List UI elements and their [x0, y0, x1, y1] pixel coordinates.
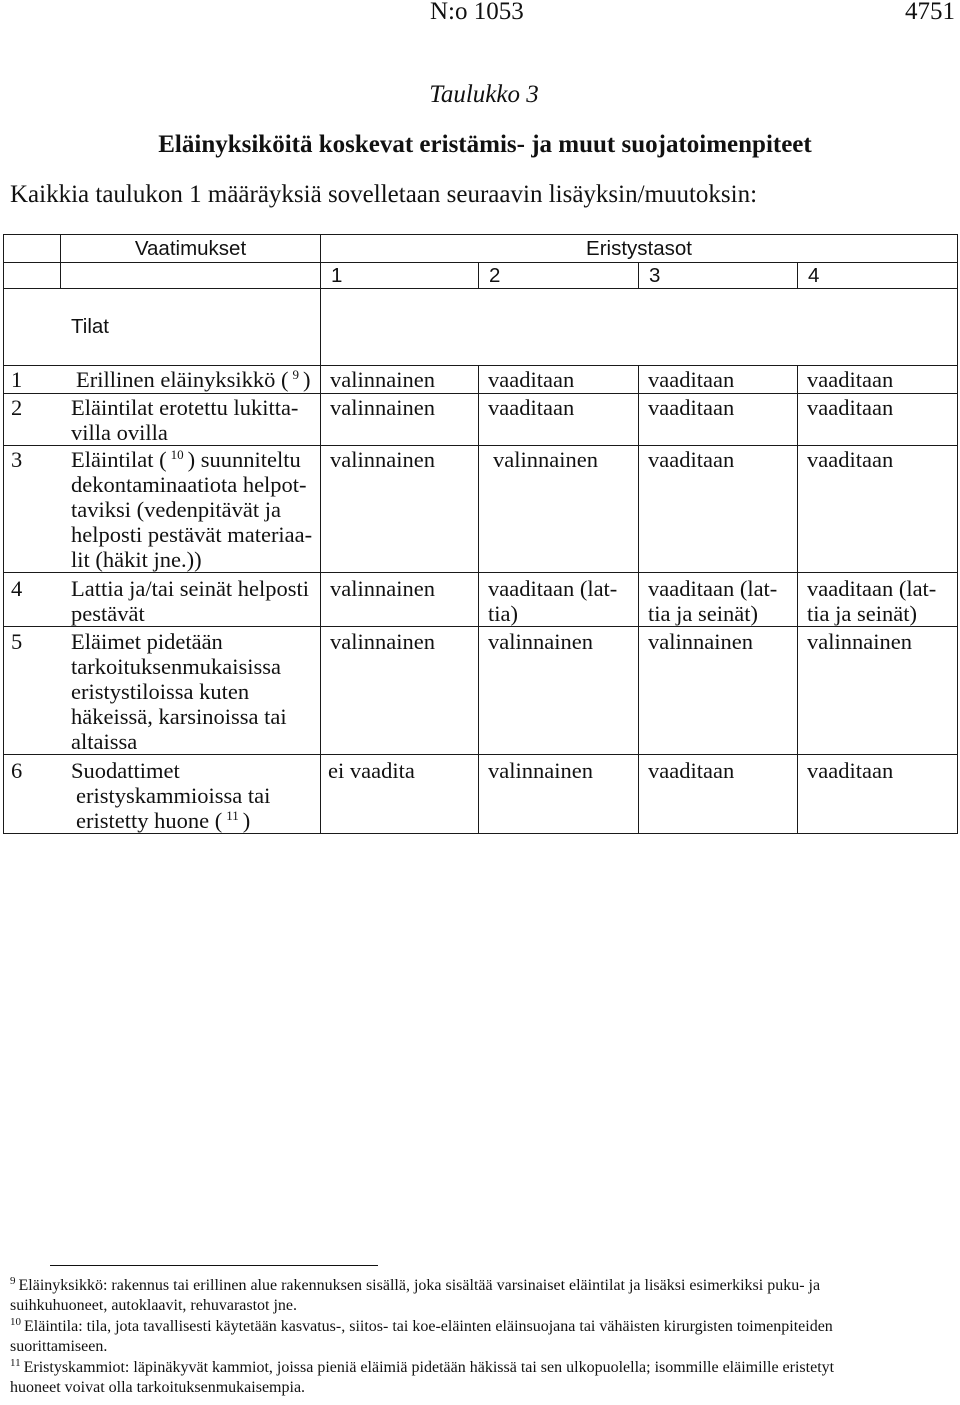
footnote-text: Eläinyksikkö: rakennus tai erillinen alue rakennuksen sisällä, joka sisältää varsinaiset eläintilat ja lisäksi esimerkiksi puku- ja: [18, 1277, 821, 1294]
level-4-header: 4: [798, 263, 958, 289]
page-number: 4751: [905, 0, 955, 25]
cell-value: valinnainen: [330, 395, 435, 420]
table-row: [4, 627, 958, 755]
cell-value: vaaditaan: [807, 367, 894, 392]
row-label: [71, 629, 320, 754]
row-label-cell: [4, 366, 321, 394]
row-number: 4: [11, 576, 23, 601]
row-label-line: Eläintilat erotettu lukitta-: [71, 395, 299, 420]
level-3-cell: [639, 394, 798, 446]
level-4-cell: [798, 573, 958, 627]
row-number: 3: [11, 447, 23, 472]
empty-cell: [321, 289, 958, 366]
intro-text: Kaikkia taulukon 1 määräyksiä sovelletaan seuraavin lisäyksin/muutoksin:: [10, 181, 758, 208]
footnote-number: 11: [10, 1356, 21, 1369]
row-label-line: eristystiloissa kuten: [71, 679, 250, 704]
cell-value: tia ja seinät): [648, 601, 758, 626]
row-label-text: ) suunniteltu: [187, 447, 301, 472]
footnote: [10, 1358, 950, 1399]
cell-value: valinnainen: [488, 758, 593, 783]
level-4-cell: [798, 627, 958, 755]
cell-value: vaaditaan (lat-: [807, 576, 937, 601]
row-label-text: ): [302, 367, 311, 392]
cell-value: tia ja seinät): [807, 601, 917, 626]
row-label-line: [71, 447, 320, 472]
requirements-header: Vaatimukset: [61, 235, 321, 263]
cell-value: valinnainen: [330, 629, 435, 654]
row-label-line: Suodattimet: [71, 758, 180, 783]
table-row: [4, 446, 958, 573]
row-label-line: taviksi (vedenpitävät ja: [71, 497, 281, 522]
level-1-cell: [321, 627, 479, 755]
cell-value: vaaditaan: [648, 758, 735, 783]
footnote-text: Eristyskammiot: läpinäkyvät kammiot, joissa pieniä eläimiä pidetään häkissä tai sen ulkopuolella; isommille eläimille eristetyt: [23, 1358, 835, 1376]
row-label-line: altaissa: [71, 729, 138, 754]
spaces-header: Tilat: [4, 289, 321, 366]
table-row: [4, 366, 958, 394]
level-4-cell: [798, 366, 958, 394]
cell-value: valinnainen: [330, 367, 435, 392]
level-2-cell: [479, 573, 639, 627]
cell-value: vaaditaan: [807, 447, 894, 472]
cell-value: vaaditaan: [488, 367, 575, 392]
row-label-cell: [4, 755, 321, 834]
row-number: 6: [11, 758, 23, 783]
level-3-cell: [639, 446, 798, 573]
row-label-line: pestävät: [71, 601, 145, 626]
row-label-line: dekontaminaatiota helpot-: [71, 472, 307, 497]
footnote: [10, 1317, 950, 1358]
row-label-line: helposti pestävät materiaa-: [71, 522, 313, 547]
footnote-ref: 9: [292, 367, 299, 382]
row-label-line: [71, 808, 320, 833]
footnote-ref: 11: [226, 808, 239, 823]
empty-cell: [4, 263, 61, 289]
row-number: 1: [11, 367, 23, 392]
row-label-line: häkeissä, karsinoissa tai: [71, 704, 287, 729]
cell-value: vaaditaan (lat-: [648, 576, 778, 601]
level-2-cell: [479, 627, 639, 755]
table-caption: Taulukko 3: [429, 81, 539, 108]
row-label-cell: [4, 573, 321, 627]
containment-table: [3, 234, 958, 834]
row-label-line: villa ovilla: [71, 420, 168, 445]
level-2-header: 2: [479, 263, 639, 289]
level-4-cell: [798, 446, 958, 573]
cell-value: ei vaadita: [328, 758, 415, 783]
level-3-header: 3: [639, 263, 798, 289]
level-1-cell: [321, 755, 479, 834]
cell-value: tia): [488, 601, 518, 626]
level-3-cell: [639, 755, 798, 834]
level-1-cell: [321, 446, 479, 573]
table-row: [4, 755, 958, 834]
cell-value: vaaditaan: [648, 367, 735, 392]
footnote-line: [10, 1276, 950, 1296]
level-2-cell: [479, 394, 639, 446]
header-row: [4, 235, 958, 263]
level-3-cell: [639, 573, 798, 627]
table-row: [4, 573, 958, 627]
cell-value: vaaditaan: [488, 395, 575, 420]
row-label-cell: [4, 627, 321, 755]
table-title: Eläinyksiköitä koskevat eristämis- ja muut suojatoimenpiteet: [158, 131, 812, 158]
footnotes: [10, 1276, 950, 1398]
empty-cell: [61, 263, 321, 289]
cell-value: valinnainen: [807, 629, 912, 654]
levels-header: Eristystasot: [321, 235, 958, 263]
footnote-line: huoneet voivat olla tarkoituksenmukaisempia.: [10, 1379, 306, 1397]
level-4-cell: [798, 755, 958, 834]
row-label-cell: [4, 446, 321, 573]
level-2-cell: [479, 366, 639, 394]
row-number: 5: [11, 629, 23, 654]
footnote-line: [10, 1317, 950, 1337]
level-1-cell: [321, 366, 479, 394]
footnote-ref: 10: [170, 447, 184, 462]
row-label: [71, 576, 320, 626]
row-label-line: lit (häkit jne.)): [71, 547, 202, 572]
level-3-cell: [639, 366, 798, 394]
row-label-text: eristetty huone (: [76, 808, 223, 833]
footnote-number: 10: [10, 1315, 21, 1328]
footnote-separator: [50, 1265, 378, 1266]
corner-cell: [4, 235, 61, 263]
row-label-text: Erillinen eläinyksikkö (: [76, 367, 289, 392]
cell-value: vaaditaan: [807, 395, 894, 420]
cell-value: vaaditaan (lat-: [488, 576, 618, 601]
footnote-line: suorittamiseen.: [10, 1338, 108, 1356]
row-label-text: Eläintilat (: [71, 447, 167, 472]
footnote-number: 9: [10, 1275, 16, 1287]
row-label: [71, 395, 320, 445]
level-2-cell: [479, 446, 639, 573]
cell-value: valinnainen: [493, 447, 598, 472]
footnote-line: [10, 1358, 950, 1378]
footnote-text: Eläintila: tila, jota tavallisesti käytetään kasvatus-, siitos- tai koe-eläinten eläinsuojana tai vähäisten kirurgisten toimenpiteiden: [24, 1317, 833, 1335]
cell-value: valinnainen: [648, 629, 753, 654]
row-label-text: ): [242, 808, 251, 833]
table-row: [4, 394, 958, 446]
cell-value: vaaditaan: [648, 395, 735, 420]
row-label: [71, 367, 320, 392]
cell-value: valinnainen: [330, 576, 435, 601]
cell-value: vaaditaan: [807, 758, 894, 783]
row-label-line: eristyskammioissa tai: [76, 783, 271, 808]
row-label-line: Eläimet pidetään: [71, 629, 223, 654]
cell-value: vaaditaan: [648, 447, 735, 472]
cell-value: valinnainen: [330, 447, 435, 472]
level-number-row: [4, 263, 958, 289]
level-1-cell: [321, 573, 479, 627]
level-3-cell: [639, 627, 798, 755]
document-number: N:o 1053: [430, 0, 524, 25]
row-label-line: Lattia ja/tai seinät helposti: [71, 576, 310, 601]
footnote-line: suihkuhuoneet, autoklaavit, rehuvarastot jne.: [10, 1297, 298, 1315]
footnote: [10, 1276, 950, 1317]
spaces-header-row: [4, 289, 958, 366]
row-label: [71, 447, 320, 572]
row-number: 2: [11, 395, 23, 420]
row-label-line: tarkoituksenmukaisissa: [71, 654, 281, 679]
row-label: [71, 758, 320, 833]
level-4-cell: [798, 394, 958, 446]
row-label-line: [71, 367, 320, 392]
cell-value: valinnainen: [488, 629, 593, 654]
level-1-cell: [321, 394, 479, 446]
level-2-cell: [479, 755, 639, 834]
row-label-cell: [4, 394, 321, 446]
level-1-header: 1: [321, 263, 479, 289]
